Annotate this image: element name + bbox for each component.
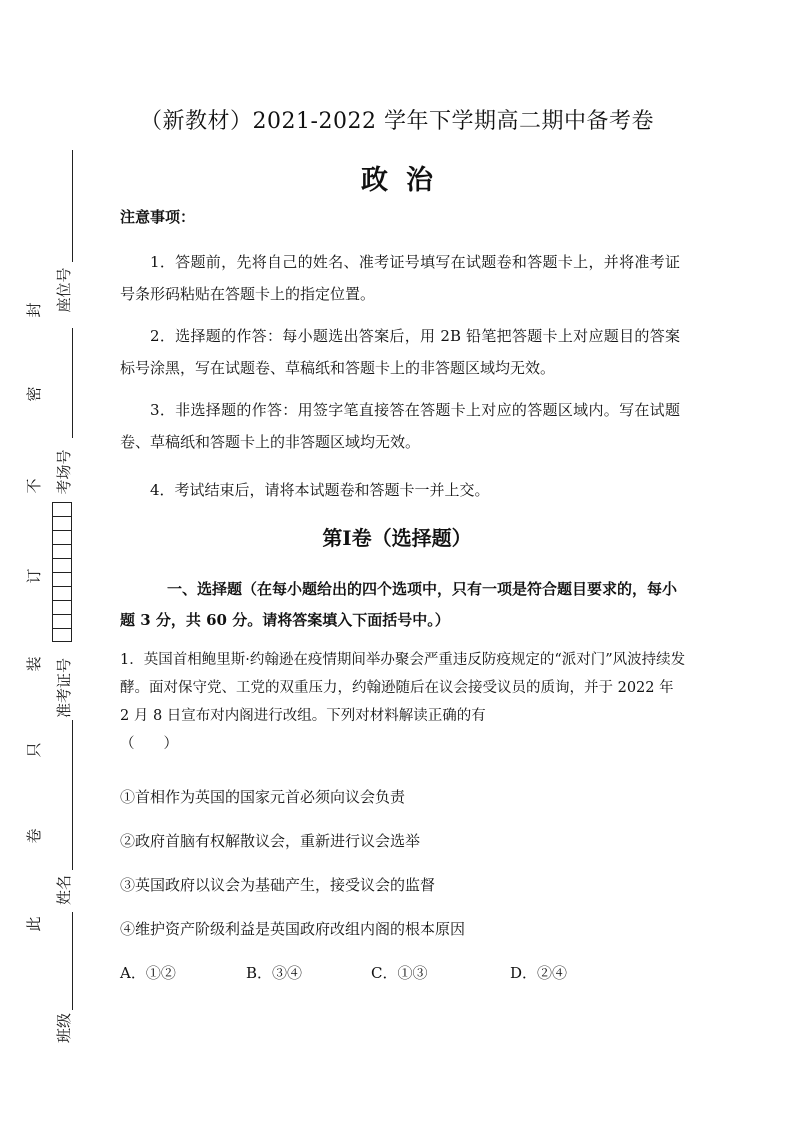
notice-item: 4．考试结束后，请将本试题卷和答题卡一并上交。	[150, 481, 490, 499]
seat-number-label: 座位号	[55, 267, 73, 313]
choice-d: D．②④	[510, 964, 568, 982]
exam-title: （新教材）2021-2022 学年下学期高二期中备考卷	[140, 109, 654, 134]
seal-char: 密	[25, 386, 43, 402]
seal-char: 不	[25, 478, 43, 494]
section-title: 第Ⅰ卷（选择题）	[322, 526, 472, 550]
choice-c: C．①③	[371, 964, 428, 982]
exam-room-label: 考场号	[55, 449, 73, 495]
question-text: 1．英国首相鲍里斯·约翰逊在疫情期间举办聚会严重违反防疫规定的“派对门”风波持续发酵。面对保守党、工党的双重压力，约翰逊随后在议会接受议员的质询，并于 2022 年 2 月 8 日宣布对内阁进行改组。下列对材料解读正确的有	[120, 652, 686, 724]
seal-char: 订	[25, 568, 43, 584]
seal-char: 装	[25, 656, 43, 672]
choice-b: B．③④	[246, 964, 303, 982]
notice-heading: 注意事项：	[120, 208, 196, 226]
answer-bracket: （ ）	[120, 736, 178, 752]
notice-item: 3．非选择题的作答：用签字笔直接答在答题卡上对应的答题区域内。写在试题卷、草稿纸和答题卡上的非答题区域均无效。	[120, 401, 680, 451]
class-label: 班级	[55, 1013, 73, 1044]
seal-char: 卷	[25, 828, 43, 844]
statement: ③英国政府以议会为基础产生，接受议会的监督	[120, 876, 436, 894]
statement: ①首相作为英国的国家元首必须向议会负责	[120, 788, 406, 806]
seal-char: 此	[25, 916, 43, 932]
admission-number-label: 准考证号	[55, 657, 73, 718]
question-stem	[120, 646, 686, 758]
name-label: 姓名	[55, 875, 73, 906]
notice-item: 2．选择题的作答：每小题选出答案后，用 2B 铅笔把答题卡上对应题目的答案标号涂黑，写在试题卷、草稿纸和答题卡上的非答题区域均无效。	[120, 327, 680, 377]
seal-char: 封	[25, 302, 43, 318]
choice-a: A．①②	[120, 964, 176, 982]
statement: ②政府首脑有权解散议会，重新进行议会选举	[120, 832, 421, 850]
field-line	[72, 720, 73, 870]
statement: ④维护资产阶级利益是英国政府改组内阁的根本原因	[120, 920, 466, 938]
field-line	[72, 912, 73, 1010]
seal-char: 只	[25, 742, 43, 758]
field-line	[72, 328, 73, 438]
part-heading: 一、选择题（在每小题给出的四个选项中，只有一项是符合题目要求的，每小题 3 分，共 60 分。请将答案填入下面括号中。）	[120, 580, 678, 629]
subject-title: 政治	[361, 165, 451, 196]
notice-item: 1．答题前，先将自己的姓名、准考证号填写在试题卷和答题卡上，并将准考证号条形码粘贴在答题卡上的指定位置。	[120, 253, 680, 303]
